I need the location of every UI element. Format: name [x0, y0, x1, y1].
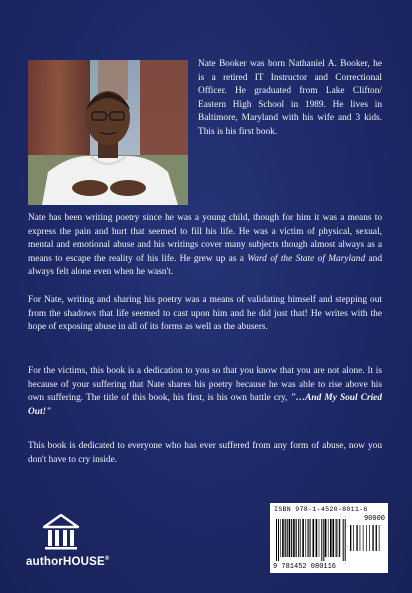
- price-code: 90000: [363, 515, 385, 523]
- publisher-logo: [26, 513, 118, 577]
- isbn-barcode: [270, 503, 388, 573]
- publisher-name-text: authorHOUSE: [26, 556, 105, 568]
- dedication-paragraph: This book is dedicated to everyone who has ever suffered from any form of abuse, now you don't have to cry inside.: [28, 441, 382, 465]
- author-bio-poetry-paragraph: [28, 212, 382, 280]
- author-portrait-image: [28, 60, 188, 205]
- book-title-text: "…And My Soul Cried Out!": [28, 393, 382, 417]
- author-bio-intro: Nate Booker was born Nathaniel A. Booker, he is a retired IT Instructor and Correctional Officer. He graduated from Lake Clifton/ Eastern High School in 1989. He lives in Baltimore, Maryland with his wife and 3 kids. This is his first book.: [198, 59, 382, 137]
- publisher-name: [26, 556, 110, 568]
- ward-of-state-text: Ward of the State of Maryland: [247, 253, 366, 264]
- writing-paragraph: For Nate, writing and sharing his poetry was a means of validating himself and stepping out from the shadows that life seemed to cast upon him and he did just that! He writes with the hope of exposing abuse in all of its forms as well as the abusers.: [28, 295, 382, 333]
- isbn-number: ISBN 978-1-4520-8011-6: [274, 506, 368, 513]
- poetry-paragraph-text: Nate has been writing poetry since he was a young child, though for him it was a means to express the pain and hurt that seemed to fill his life. He was a victim of physical, sexual, mental and emotional abuse and his writings cover many subjects though almost always as a means to escape the reality of his life. He grew up as a: [28, 213, 382, 264]
- authorhouse-logo-icon: [42, 513, 80, 551]
- poetry-paragraph-end: and always felt alone even when he wasn't.: [28, 253, 382, 278]
- victims-paragraph-text: For the victims, this book is a dedication to you so that you know that you are not alone. It is because of your suffering that Nate shares his poetry because he was able to rise above his own suffering. The title of this book, his first, is his own battle cry,: [28, 366, 382, 404]
- registered-mark: ®: [104, 556, 110, 563]
- barcode-digits: 9 781452 080116: [273, 563, 337, 571]
- author-photo: [28, 60, 188, 205]
- victims-paragraph: [28, 365, 382, 419]
